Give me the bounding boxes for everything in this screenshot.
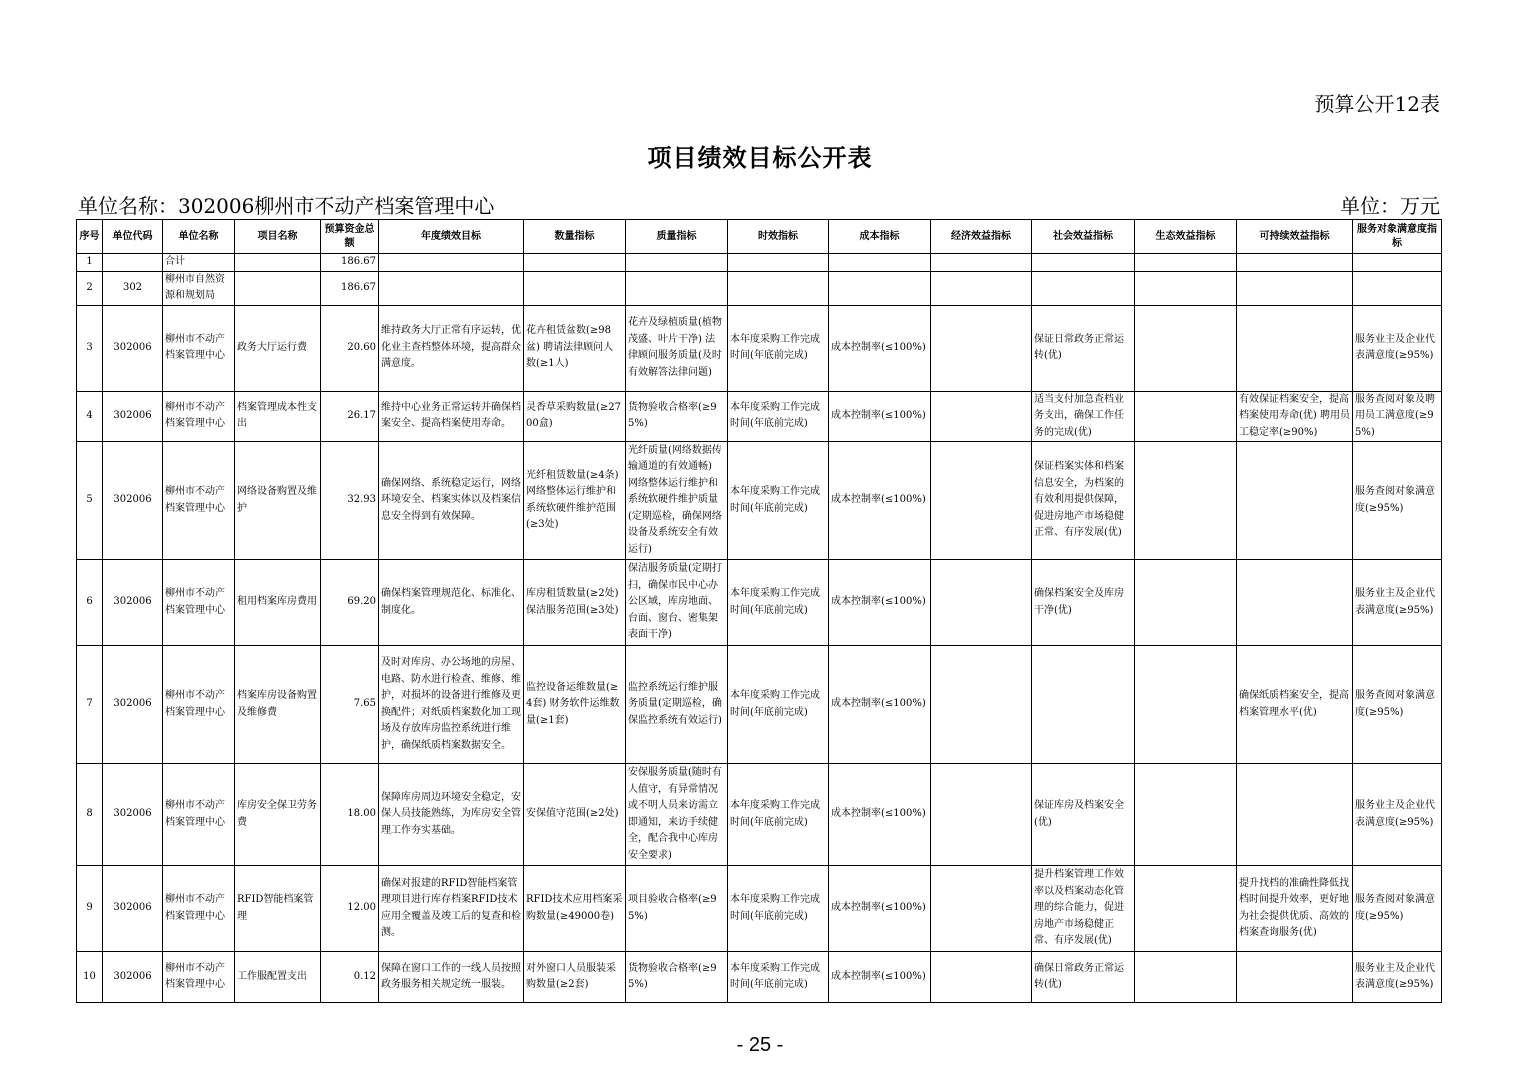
header-cell: 服务对象满意度指标: [1353, 220, 1442, 254]
performance-target-table: [76, 219, 1442, 1003]
table-cell: 服务查阅对象满意度(≥95%): [1353, 442, 1442, 560]
table-cell: 安保值守范围(≥2处): [524, 764, 626, 866]
table-cell: 5: [77, 442, 103, 560]
table-cell: 确保网络、系统稳定运行，网络环境安全、档案实体以及档案信息安全得到有效保障。: [379, 442, 524, 560]
table-cell: 成本控制率(≤100%): [829, 305, 931, 391]
table-cell: 本年度采购工作完成时间(年底前完成): [728, 391, 829, 442]
table-cell: 确保档案管理规范化、标准化、制度化。: [379, 560, 524, 646]
table-row: [77, 442, 1442, 560]
table-cell: 26.17: [321, 391, 379, 442]
table-cell: 服务业主及企业代表满意度(≥95%): [1353, 764, 1442, 866]
table-cell: 档案库房设备购置及维修费: [235, 646, 321, 764]
table-row: [77, 391, 1442, 442]
table-cell: 302006: [103, 560, 163, 646]
table-cell: [1135, 866, 1237, 952]
table-cell: 柳州市不动产档案管理中心: [163, 442, 235, 560]
table-cell: 10: [77, 952, 103, 1003]
header-cell: 可持续效益指标: [1237, 220, 1353, 254]
table-cell: 本年度采购工作完成时间(年底前完成): [728, 442, 829, 560]
table-cell: [1135, 254, 1237, 272]
table-cell: 3: [77, 305, 103, 391]
table-cell: 服务业主及企业代表满意度(≥95%): [1353, 560, 1442, 646]
table-row: [77, 952, 1442, 1003]
table-row: [77, 764, 1442, 866]
table-cell: 租用档案库房费用: [235, 560, 321, 646]
table-cell: [728, 271, 829, 305]
table-cell: [1135, 271, 1237, 305]
header-cell: 序号: [77, 220, 103, 254]
table-cell: 提升档案管理工作效率以及档案动态化管理的综合能力，促进房地产市场稳健正常、有序发展(优): [1032, 866, 1135, 952]
table-cell: [1237, 560, 1353, 646]
table-cell: 本年度采购工作完成时间(年底前完成): [728, 866, 829, 952]
table-cell: 适当支付加急查档业务支出，确保工作任务的完成(优): [1032, 391, 1135, 442]
header-cell: 成本指标: [829, 220, 931, 254]
table-cell: 成本控制率(≤100%): [829, 866, 931, 952]
table-cell: [931, 952, 1032, 1003]
table-row: [77, 646, 1442, 764]
table-cell: 确保纸质档案安全，提高档案管理水平(优): [1237, 646, 1353, 764]
table-cell: 302: [103, 271, 163, 305]
table-cell: [931, 866, 1032, 952]
table-cell: 302006: [103, 391, 163, 442]
table-cell: [1353, 254, 1442, 272]
table-cell: [235, 254, 321, 272]
table-cell: [1135, 305, 1237, 391]
table-cell: 柳州市不动产档案管理中心: [163, 952, 235, 1003]
table-cell: 0.12: [321, 952, 379, 1003]
table-cell: 本年度采购工作完成时间(年底前完成): [728, 646, 829, 764]
table-cell: 302006: [103, 646, 163, 764]
table-cell: 8: [77, 764, 103, 866]
table-cell: [829, 254, 931, 272]
table-cell: 保洁服务质量(定期打扫，确保市民中心办公区域，库房地面、台面、窗台、密集架表面干净): [626, 560, 728, 646]
table-cell: 确保对报建的RFID智能档案管理项目进行库存档案RFID技术应用全覆盖及竣工后的复查和检测。: [379, 866, 524, 952]
table-cell: 对外窗口人员服装采购数量(≥2套): [524, 952, 626, 1003]
table-cell: [829, 271, 931, 305]
table-number-label: 预算公开12表: [1314, 92, 1440, 116]
table-cell: [931, 442, 1032, 560]
table-cell: [235, 271, 321, 305]
table-cell: [1135, 560, 1237, 646]
table-cell: 货物验收合格率(≥95%): [626, 391, 728, 442]
table-cell: 成本控制率(≤100%): [829, 560, 931, 646]
table-cell: [626, 271, 728, 305]
table-cell: 18.00: [321, 764, 379, 866]
table-cell: 档案管理成本性支出: [235, 391, 321, 442]
table-cell: 确保日常政务正常运转(优): [1032, 952, 1135, 1003]
unit-name: 单位名称：302006柳州市不动产档案管理中心: [78, 194, 495, 218]
table-cell: 光纤租赁数量(≥4条) 网络整体运行维护和系统软硬件维护范围(≥3处): [524, 442, 626, 560]
table-cell: 柳州市不动产档案管理中心: [163, 560, 235, 646]
table-cell: 保障库房周边环境安全稳定，安保人员技能熟练，为库房安全管理工作夯实基础。: [379, 764, 524, 866]
table-cell: 302006: [103, 952, 163, 1003]
table-cell: [1135, 391, 1237, 442]
table-cell: 成本控制率(≤100%): [829, 646, 931, 764]
table-cell: 成本控制率(≤100%): [829, 442, 931, 560]
table-cell: RFID智能档案管理: [235, 866, 321, 952]
table-cell: 服务业主及企业代表满意度(≥95%): [1353, 952, 1442, 1003]
table-cell: [931, 764, 1032, 866]
table-cell: 服务查阅对象满意度(≥95%): [1353, 646, 1442, 764]
table-cell: 20.60: [321, 305, 379, 391]
table-cell: 监控设备运维数量(≥4套) 财务软件运维数量(≥1套): [524, 646, 626, 764]
table-cell: 网络设备购置及维护: [235, 442, 321, 560]
table-cell: 成本控制率(≤100%): [829, 391, 931, 442]
table-cell: 灵香草采购数量(≥2700盒): [524, 391, 626, 442]
header-cell: 时效指标: [728, 220, 829, 254]
header-cell: 数量指标: [524, 220, 626, 254]
table-cell: 本年度采购工作完成时间(年底前完成): [728, 764, 829, 866]
table-cell: [931, 271, 1032, 305]
table-cell: [1032, 271, 1135, 305]
table-cell: [379, 254, 524, 272]
table-cell: [931, 254, 1032, 272]
table-cell: [1135, 646, 1237, 764]
table-cell: 32.93: [321, 442, 379, 560]
table-row: [77, 305, 1442, 391]
table-cell: 302006: [103, 866, 163, 952]
table-cell: 保证库房及档案安全(优): [1032, 764, 1135, 866]
table-cell: 合计: [163, 254, 235, 272]
header-cell: 经济效益指标: [931, 220, 1032, 254]
table-cell: 有效保证档案安全，提高档案使用寿命(优) 聘用员工稳定率(≥90%): [1237, 391, 1353, 442]
table-cell: [931, 560, 1032, 646]
table-cell: 保证日常政务正常运转(优): [1032, 305, 1135, 391]
table-cell: 柳州市不动产档案管理中心: [163, 646, 235, 764]
header-cell: 质量指标: [626, 220, 728, 254]
table-cell: [524, 254, 626, 272]
table-cell: 服务查阅对象及聘用员工满意度(≥95%): [1353, 391, 1442, 442]
table-cell: 柳州市不动产档案管理中心: [163, 305, 235, 391]
table-cell: RFID技术应用档案采购数量(≥49000卷): [524, 866, 626, 952]
table-cell: [1237, 271, 1353, 305]
table-cell: 1: [77, 254, 103, 272]
table-cell: 本年度采购工作完成时间(年底前完成): [728, 305, 829, 391]
table-cell: 4: [77, 391, 103, 442]
page-number: - 25 -: [736, 1034, 784, 1056]
table-cell: [1237, 764, 1353, 866]
table-cell: [1032, 254, 1135, 272]
table-cell: 项目验收合格率(≥95%): [626, 866, 728, 952]
table-cell: 柳州市不动产档案管理中心: [163, 764, 235, 866]
table-cell: [1237, 305, 1353, 391]
table-cell: [379, 271, 524, 305]
table-cell: 302006: [103, 764, 163, 866]
currency-unit: 单位：万元: [1340, 194, 1440, 218]
table-cell: [524, 271, 626, 305]
table-cell: 维持政务大厅正常有序运转，优化业主查档整体环境，提高群众满意度。: [379, 305, 524, 391]
table-cell: 保障在窗口工作的一线人员按照政务服务相关规定统一服装。: [379, 952, 524, 1003]
table-cell: 提升找档的准确性降低找档时间提升效率，更好地为社会提供优质、高效的档案查询服务(优): [1237, 866, 1353, 952]
table-cell: 2: [77, 271, 103, 305]
table-cell: 69.20: [321, 560, 379, 646]
table-cell: [931, 305, 1032, 391]
table-row: [77, 560, 1442, 646]
table-cell: 186.67: [321, 254, 379, 272]
header-cell: 单位名称: [163, 220, 235, 254]
table-cell: 服务业主及企业代表满意度(≥95%): [1353, 305, 1442, 391]
table-cell: [728, 254, 829, 272]
table-cell: 花卉及绿植质量(植物茂盛、叶片干净) 法律顾问服务质量(及时有效解答法律问题): [626, 305, 728, 391]
table-cell: 货物验收合格率(≥95%): [626, 952, 728, 1003]
header-cell: 生态效益指标: [1135, 220, 1237, 254]
table-cell: [1353, 271, 1442, 305]
header-cell: 项目名称: [235, 220, 321, 254]
header-cell: 单位代码: [103, 220, 163, 254]
header-cell: 社会效益指标: [1032, 220, 1135, 254]
table-cell: 成本控制率(≤100%): [829, 764, 931, 866]
table-cell: 9: [77, 866, 103, 952]
table-cell: [1135, 442, 1237, 560]
table-cell: [103, 254, 163, 272]
table-cell: 库房安全保卫劳务费: [235, 764, 321, 866]
table-cell: 柳州市不动产档案管理中心: [163, 866, 235, 952]
table-cell: 柳州市不动产档案管理中心: [163, 391, 235, 442]
table-cell: [1237, 952, 1353, 1003]
table-row: [77, 271, 1442, 305]
table-cell: 保证档案实体和档案信息安全，为档案的有效利用提供保障，促进房地产市场稳健正常、有序发展(优): [1032, 442, 1135, 560]
table-cell: 服务查阅对象满意度(≥95%): [1353, 866, 1442, 952]
table-cell: 成本控制率(≤100%): [829, 952, 931, 1003]
table-cell: 政务大厅运行费: [235, 305, 321, 391]
table-cell: 安保服务质量(随时有人值守，有异常情况或不明人员来访需立即通知，来访手续健全，配合我中心库房安全要求): [626, 764, 728, 866]
table-cell: [931, 646, 1032, 764]
table-cell: 6: [77, 560, 103, 646]
table-cell: 本年度采购工作完成时间(年底前完成): [728, 560, 829, 646]
table-cell: [1237, 442, 1353, 560]
table-cell: 柳州市自然资源和规划局: [163, 271, 235, 305]
table-row: [77, 254, 1442, 272]
table-cell: [1237, 254, 1353, 272]
table-cell: 库房租赁数量(≥2处) 保洁服务范围(≥3处): [524, 560, 626, 646]
table-cell: 7.65: [321, 646, 379, 764]
table-cell: 维持中心业务正常运转并确保档案安全、提高档案使用寿命。: [379, 391, 524, 442]
table-cell: 186.67: [321, 271, 379, 305]
table-cell: 花卉租赁盆数(≥98盆) 聘请法律顾问人数(≥1人): [524, 305, 626, 391]
table-cell: 12.00: [321, 866, 379, 952]
table-cell: 确保档案安全及库房干净(优): [1032, 560, 1135, 646]
table-cell: [1135, 952, 1237, 1003]
header-cell: 预算资金总额: [321, 220, 379, 254]
table-cell: 7: [77, 646, 103, 764]
table-cell: [1135, 764, 1237, 866]
table-cell: [1032, 646, 1135, 764]
header-cell: 年度绩效目标: [379, 220, 524, 254]
table-cell: 本年度采购工作完成时间(年底前完成): [728, 952, 829, 1003]
table-cell: 工作服配置支出: [235, 952, 321, 1003]
table-cell: 光纤质量(网络数据传输通道的有效通畅) 网络整体运行维护和系统软硬件维护质量(定期巡检，确保网络设备及系统安全有效运行): [626, 442, 728, 560]
table-cell: 302006: [103, 442, 163, 560]
table-cell: 监控系统运行维护服务质量(定期巡检，确保监控系统有效运行): [626, 646, 728, 764]
table-cell: 302006: [103, 305, 163, 391]
table-row: [77, 866, 1442, 952]
header-row: [77, 220, 1442, 254]
table-cell: 及时对库房、办公场地的房屋、电路、防水进行检查、维修、维护，对损坏的设备进行维修及更换配件；对纸质档案数化加工现场及存放库房监控系统进行维护，确保纸质档案数据安全。: [379, 646, 524, 764]
table-cell: [931, 391, 1032, 442]
table-cell: [626, 254, 728, 272]
page-title: 项目绩效目标公开表: [647, 143, 873, 172]
